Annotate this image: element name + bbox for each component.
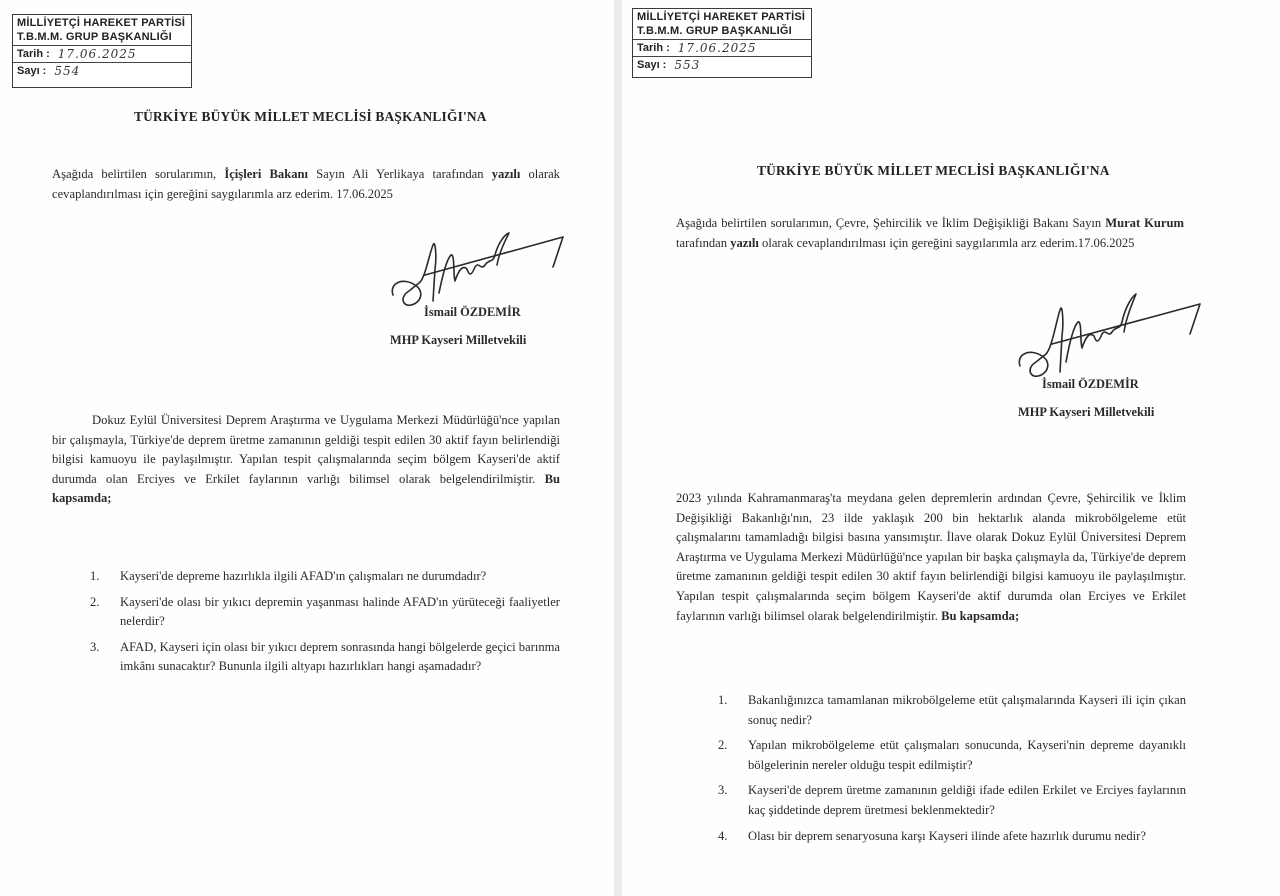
question-number: 2. [90, 594, 100, 609]
stamp-number-value: 554 [54, 64, 81, 78]
question-text: Yapılan mikrobölgeleme etüt çalışmaları sonucunda, Kayseri'nin depreme dayanıklı bölgelerinin nereler olduğu tespit edilmiştir? [748, 738, 1186, 772]
question-number: 1. [718, 693, 728, 707]
body-text: 2023 yılında Kahramanmaraş'ta meydana gelen depremlerin ardından Çevre, Şehircilik ve İklim Değişikliği Bakanlığı'nın, 23 ilde yaklaşık 200 bin hektarlık alanda mikrobölgeleme etüt çalışmalarını tamamladığı bilgisi basına yansımıştır. İlave olarak Dokuz Eylül Üniversitesi Deprem Araştırma ve Uygulama Merkezi Müdürlüğü'nce yapılan bir başka çalışmayla da, Türkiye'de deprem üretme zamanının geldiği tespit edilen 30 aktif fayın belirlendiği bilgisi kamuoyu ile paylaşılmıştır. Yapılan tespit çalışmalarında seçim bölgem Kayseri'de aktif durumda olan Erciyes ve Erkilet faylarının varlığı bilimsel olarak belgelendirilmiştir. [676, 491, 1186, 623]
body-bold: Bu kapsamda; [941, 608, 1020, 623]
intro-text-1: Aşağıda belirtilen sorularımın, [52, 167, 217, 181]
question-item [90, 593, 560, 632]
question-number: 2. [718, 738, 728, 753]
page-gutter [614, 0, 622, 896]
question-item [718, 736, 1186, 775]
question-item [90, 567, 560, 587]
registry-stamp [632, 8, 812, 78]
signer-name: İsmail ÖZDEMİR [1042, 377, 1139, 391]
question-item [718, 781, 1186, 820]
body-paragraph [52, 411, 560, 509]
stamp-date-label: Tarih : [17, 48, 50, 60]
document-title: TÜRKİYE BÜYÜK MİLLET MECLİSİ BAŞKANLIĞI'NA [757, 163, 1110, 178]
intro-text-2: Sayın Ali Yerlikaya tarafından [316, 167, 484, 181]
registry-stamp [12, 14, 192, 88]
question-text: Bakanlığınızca tamamlanan mikrobölgeleme etüt çalışmalarında Kayseri ili için çıkan sonuç nedir? [748, 693, 1186, 727]
stamp-group-name: T.B.M.M. GRUP BAŞKANLIĞI [637, 25, 792, 37]
signer-name: İsmail ÖZDEMİR [424, 305, 521, 319]
intro-minister: İçişleri Bakanı [224, 167, 309, 181]
stamp-number-label: Sayı : [637, 59, 667, 71]
handwritten-signature [1012, 286, 1212, 386]
signer-role: MHP Kayseri Milletvekili [1018, 405, 1155, 419]
stamp-party-name: MİLLİYETÇİ HAREKET PARTİSİ [637, 11, 806, 23]
intro-text-1: Aşağıda belirtilen sorularımın, Çevre, Şehircilik ve İklim Değişikliği Bakanı Sayın [676, 216, 1102, 230]
question-number: 4. [718, 828, 728, 843]
stamp-group-name: T.B.M.M. GRUP BAŞKANLIĞI [17, 31, 172, 43]
handwritten-signature [385, 225, 575, 315]
document-title: TÜRKİYE BÜYÜK MİLLET MECLİSİ BAŞKANLIĞI'NA [134, 109, 487, 124]
intro-written: yazılı [730, 235, 759, 250]
question-text: Kayseri'de depreme hazırlıkla ilgili AFAD'ın çalışmaları ne durumdadır? [120, 569, 487, 583]
question-item [90, 638, 560, 677]
stamp-date-label: Tarih : [637, 42, 670, 54]
question-number: 3. [90, 639, 100, 654]
document-page-right [622, 0, 1280, 896]
signer-role: MHP Kayseri Milletvekili [390, 333, 527, 347]
question-text: Kayseri'de olası bir yıkıcı depremin yaşanması halinde AFAD'ın yürüteceği faaliyetler nelerdir? [120, 594, 560, 629]
intro-text-3: olarak cevaplandırılması için gereğini saygılarımla arz ederim. 17.06.2025 [52, 167, 560, 201]
body-text: Dokuz Eylül Üniversitesi Deprem Araştırma ve Uygulama Merkezi Müdürlüğü'nce yapılan bir çalışmayla, Türkiye'de deprem üretme zamanının geldiği tespit edilen 30 aktif fayın belirlendiği bilgisi kamuoyu ile paylaşılmıştır. Yapılan tespit çalışmalarında seçim bölgem Kayseri'de aktif durumda olan Erciyes ve Erkilet faylarının varlığı bilimsel olarak belgelendirilmiştir. [52, 413, 560, 486]
document-page-left [0, 0, 614, 896]
intro-paragraph [52, 165, 560, 204]
stamp-date-value: 17.06.2025 [57, 47, 137, 61]
question-item [718, 827, 1186, 847]
question-text: AFAD, Kayseri için olası bir yıkıcı deprem sonrasında hangi bölgelerde geçici barınma imkânı sunacaktır? Bununla ilgili altyapı hazırlıkları hangi aşamadadır? [120, 639, 560, 674]
stamp-number-value: 553 [674, 58, 701, 72]
question-list [718, 691, 1186, 846]
intro-minister: Murat Kurum [1105, 216, 1184, 230]
stamp-number-label: Sayı : [17, 65, 47, 77]
body-bold: Bu kapsamda; [52, 471, 560, 506]
stamp-date-value: 17.06.2025 [677, 41, 757, 55]
question-number: 3. [718, 783, 728, 798]
question-text: Kayseri'de deprem üretme zamanının geldiği ifade edilen Erkilet ve Erciyes faylarının kaç şiddetinde deprem üretmesi beklenmektedir? [748, 783, 1186, 817]
intro-text-2: tarafından [676, 235, 728, 250]
body-paragraph [676, 489, 1186, 626]
intro-text-3: olarak cevaplandırılması için gereğini saygılarımla arz ederim.17.06.2025 [762, 235, 1135, 250]
intro-paragraph [676, 214, 1184, 253]
stamp-party-name: MİLLİYETÇİ HAREKET PARTİSİ [17, 17, 186, 29]
intro-written: yazılı [491, 167, 521, 181]
question-item [718, 691, 1186, 730]
question-text: Olası bir deprem senaryosuna karşı Kayseri ilinde afete hazırlık durumu nedir? [748, 828, 1146, 843]
question-number: 1. [90, 569, 100, 583]
question-list [90, 567, 560, 677]
